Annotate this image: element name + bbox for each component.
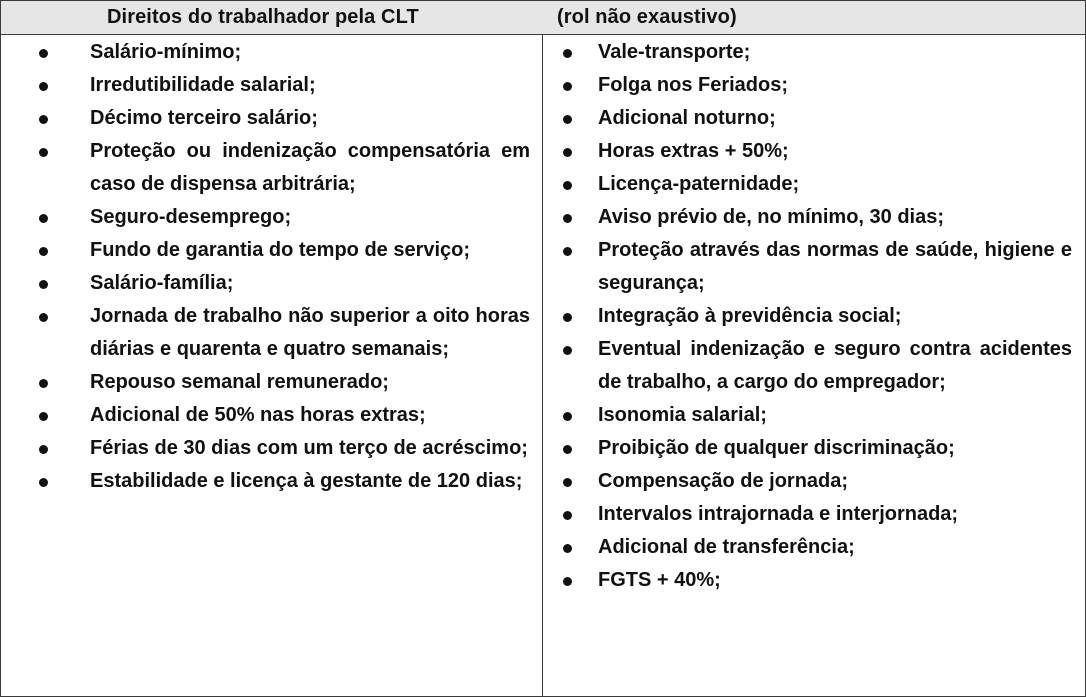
list-item (543, 564, 1085, 597)
bullet-icon (563, 445, 572, 454)
list-item-text: Salário-mínimo; (90, 41, 242, 63)
list-item (543, 234, 1085, 300)
list-item (1, 465, 542, 498)
bullet-icon (563, 115, 572, 124)
bullet-icon (39, 247, 48, 256)
list-item-text: Fundo de garantia do tempo de serviço; (90, 239, 471, 261)
list-item (1, 36, 542, 69)
list-item (1, 432, 542, 465)
list-item-text: Horas extras + 50%; (598, 140, 789, 162)
bullet-icon (563, 577, 572, 586)
bullet-icon (563, 478, 572, 487)
list-item (543, 201, 1085, 234)
header-right-title: (rol não exaustivo) (557, 6, 737, 28)
list-item (543, 102, 1085, 135)
list-item-text: Estabilidade e licença à gestante de 120 dias; (90, 470, 523, 492)
list-item-text: Proibição de qualquer discriminação; (598, 437, 955, 459)
bullet-icon (39, 313, 48, 322)
list-item (1, 300, 542, 366)
list-item (1, 399, 542, 432)
bullet-icon (39, 214, 48, 223)
bullet-icon (563, 214, 572, 223)
bullet-icon (39, 379, 48, 388)
list-item (543, 168, 1085, 201)
bullet-icon (39, 148, 48, 157)
list-item (543, 300, 1085, 333)
list-item (543, 69, 1085, 102)
list-item (1, 69, 542, 102)
list-item-text: Proteção através das normas de saúde, higiene e segurança; (598, 239, 1072, 294)
bullet-icon (563, 82, 572, 91)
list-item (543, 399, 1085, 432)
list-item-text: Integração à previdência social; (598, 305, 902, 327)
list-item (1, 135, 542, 201)
list-item-text: FGTS + 40%; (598, 569, 721, 591)
bullet-icon (563, 247, 572, 256)
list-item (543, 36, 1085, 69)
left-rights-list (1, 36, 542, 498)
bullet-icon (563, 544, 572, 553)
bullet-icon (39, 412, 48, 421)
bullet-icon (563, 346, 572, 355)
list-item-text: Adicional de transferência; (598, 536, 855, 558)
list-item (543, 333, 1085, 399)
table-header-row (1, 1, 1085, 35)
header-left-title: Direitos do trabalhador pela CLT (107, 6, 419, 28)
list-item (543, 135, 1085, 168)
list-item-text: Jornada de trabalho não superior a oito horas diárias e quarenta e quatro semanais; (90, 305, 530, 360)
list-item-text: Décimo terceiro salário; (90, 107, 318, 129)
list-item-text: Vale-transporte; (598, 41, 751, 63)
bullet-icon (563, 511, 572, 520)
list-item-text: Eventual indenização e seguro contra acidentes de trabalho, a cargo do empregador; (598, 338, 1072, 393)
list-item-text: Isonomia salarial; (598, 404, 767, 426)
bullet-icon (563, 412, 572, 421)
list-item-text: Folga nos Feriados; (598, 74, 789, 96)
bullet-icon (563, 49, 572, 58)
list-item (543, 498, 1085, 531)
list-item-text: Licença-paternidade; (598, 173, 800, 195)
list-item-text: Intervalos intrajornada e interjornada; (598, 503, 959, 525)
list-item (543, 531, 1085, 564)
list-item (1, 102, 542, 135)
list-item-text: Férias de 30 dias com um terço de acréscimo; (90, 437, 528, 459)
bullet-icon (563, 181, 572, 190)
list-item-text: Salário-família; (90, 272, 234, 294)
list-item (1, 234, 542, 267)
list-item-text: Repouso semanal remunerado; (90, 371, 389, 393)
list-item (1, 366, 542, 399)
bullet-icon (39, 49, 48, 58)
list-item-text: Compensação de jornada; (598, 470, 849, 492)
right-rights-list (543, 36, 1085, 597)
bullet-icon (39, 280, 48, 289)
list-item (1, 201, 542, 234)
list-item-text: Irredutibilidade salarial; (90, 74, 316, 96)
bullet-icon (39, 82, 48, 91)
bullet-icon (39, 478, 48, 487)
bullet-icon (563, 148, 572, 157)
bullet-icon (39, 115, 48, 124)
list-item (543, 465, 1085, 498)
bullet-icon (563, 313, 572, 322)
list-item (1, 267, 542, 300)
list-item-text: Adicional noturno; (598, 107, 776, 129)
list-item-text: Aviso prévio de, no mínimo, 30 dias; (598, 206, 945, 228)
list-item (543, 432, 1085, 465)
bullet-icon (39, 445, 48, 454)
list-item-text: Proteção ou indenização compensatória em caso de dispensa arbitrária; (90, 140, 530, 195)
list-item-text: Adicional de 50% nas horas extras; (90, 404, 426, 426)
list-item-text: Seguro-desemprego; (90, 206, 292, 228)
